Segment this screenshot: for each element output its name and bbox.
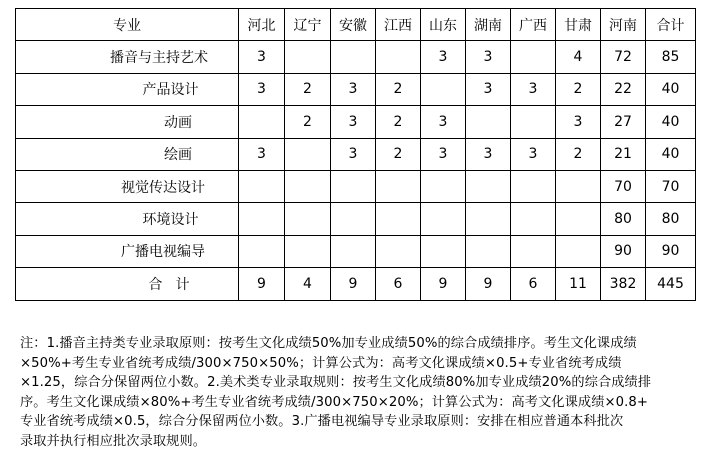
table-cell [466,170,511,202]
table-cell: 3 [466,138,511,170]
table-cell [421,170,466,202]
table-cell: 40 [646,138,696,170]
table-cell: 72 [601,41,646,73]
column-header: 甘肃 [556,9,601,41]
table-row [16,106,696,138]
column-header: 安徽 [331,9,376,41]
table-cell [239,235,285,267]
major-label: 绘画 [164,144,192,164]
table-row [16,138,696,170]
table-row [16,41,696,73]
total-row [16,268,696,300]
table-cell [421,235,466,267]
table-cell: 3 [331,106,376,138]
table-cell: 3 [239,41,285,73]
note-line: 专业省统考成绩×0.5，综合分保留两位小数。3.广播电视编导专业录取原则：安排在相应普通本科批次 [20,412,690,432]
table-cell [421,73,466,105]
column-header: 广西 [511,9,556,41]
major-label: 产品设计 [143,79,199,99]
table-cell: 2 [376,73,421,105]
major-cell [16,170,239,202]
table-row [16,203,696,235]
table-cell: 27 [601,106,646,138]
table-cell: 3 [556,106,601,138]
table-cell: 3 [331,138,376,170]
note-line: ×50%+考生专业省统考成绩/300×750×50%；计算公式为：高考文化课成绩×0.5+专业省统考成绩 [20,354,690,374]
table-cell: 3 [466,41,511,73]
table-cell [511,106,556,138]
table-cell [285,203,331,235]
total-cell: 382 [601,268,646,300]
table-cell: 3 [421,138,466,170]
major-label: 环境设计 [143,209,199,229]
table-cell [511,235,556,267]
total-cell: 445 [646,268,696,300]
table-cell: 90 [646,235,696,267]
note-line: ×1.25，综合分保留两位小数。2.美术类专业录取规则：按考生文化成绩80%加专业成绩20%的综合成绩排 [20,373,690,393]
header-row [16,9,696,41]
table-cell: 3 [239,73,285,105]
table-cell: 2 [556,73,601,105]
table-cell [556,203,601,235]
major-cell [16,235,239,267]
total-cell: 11 [556,268,601,300]
table-cell [511,170,556,202]
table-cell: 2 [376,138,421,170]
column-header: 山东 [421,9,466,41]
table-cell [376,235,421,267]
major-label: 广播电视编导 [121,241,205,261]
table-cell [331,170,376,202]
total-label: 合 计 [148,274,189,294]
major-cell [16,203,239,235]
table-cell [376,170,421,202]
table-cell: 2 [285,106,331,138]
table-row [16,73,696,105]
table-cell [285,41,331,73]
table-cell [511,203,556,235]
table-cell [331,235,376,267]
total-cell: 9 [421,268,466,300]
table-cell [376,41,421,73]
column-header: 河南 [601,9,646,41]
table-row [16,170,696,202]
table-cell [285,138,331,170]
table-cell [285,235,331,267]
table-cell [466,106,511,138]
total-label-cell [16,268,239,300]
major-cell [16,106,239,138]
table-cell: 3 [421,106,466,138]
table-cell: 70 [646,170,696,202]
table-cell: 2 [556,138,601,170]
table-cell: 3 [421,41,466,73]
table-cell: 3 [331,73,376,105]
column-header: 河北 [239,9,285,41]
table-cell [511,41,556,73]
table-cell: 80 [601,203,646,235]
table-cell: 80 [646,203,696,235]
table-cell: 90 [601,235,646,267]
table-row [16,235,696,267]
column-header: 辽宁 [285,9,331,41]
major-cell [16,41,239,73]
column-header: 湖南 [466,9,511,41]
major-label: 播音与主持艺术 [110,47,208,67]
table-cell: 22 [601,73,646,105]
major-cell [16,138,239,170]
table-cell: 3 [466,73,511,105]
table-cell: 2 [376,106,421,138]
note-line: 序。考生文化课成绩×80%+考生专业省统考成绩/300×750×20%；计算公式为：高考文化课成绩×0.8+ [20,393,690,413]
table-cell [556,235,601,267]
total-cell: 9 [466,268,511,300]
major-label: 视觉传达设计 [121,177,205,197]
table-cell [239,170,285,202]
table-cell [421,203,466,235]
total-cell: 9 [331,268,376,300]
note-line: 录取并执行相应批次录取规则。 [20,432,690,451]
column-header: 江西 [376,9,421,41]
column-header: 专业 [16,9,239,41]
table-cell [239,106,285,138]
table-cell: 70 [601,170,646,202]
table-cell: 85 [646,41,696,73]
table-cell [331,203,376,235]
table-cell: 21 [601,138,646,170]
major-cell [16,73,239,105]
table-cell: 2 [285,73,331,105]
table-cell: 3 [511,73,556,105]
table-cell: 3 [239,138,285,170]
total-cell: 9 [239,268,285,300]
table-cell [466,203,511,235]
total-cell: 6 [511,268,556,300]
column-header: 合计 [646,9,696,41]
table-cell: 4 [556,41,601,73]
table-cell [239,203,285,235]
table-cell: 40 [646,73,696,105]
total-cell: 6 [376,268,421,300]
table-cell: 40 [646,106,696,138]
note-line: 注：1.播音主持类专业录取原则：按考生文化成绩50%加专业成绩50%的综合成绩排序。考生文化课成绩 [20,334,690,354]
table-cell: 3 [511,138,556,170]
total-cell: 4 [285,268,331,300]
table-cell [285,170,331,202]
table-cell [556,170,601,202]
admission-rules-note [20,334,690,451]
major-label: 动画 [164,112,192,132]
table-cell [331,41,376,73]
table-cell [466,235,511,267]
enrollment-quota-table [15,8,696,301]
table-cell [376,203,421,235]
